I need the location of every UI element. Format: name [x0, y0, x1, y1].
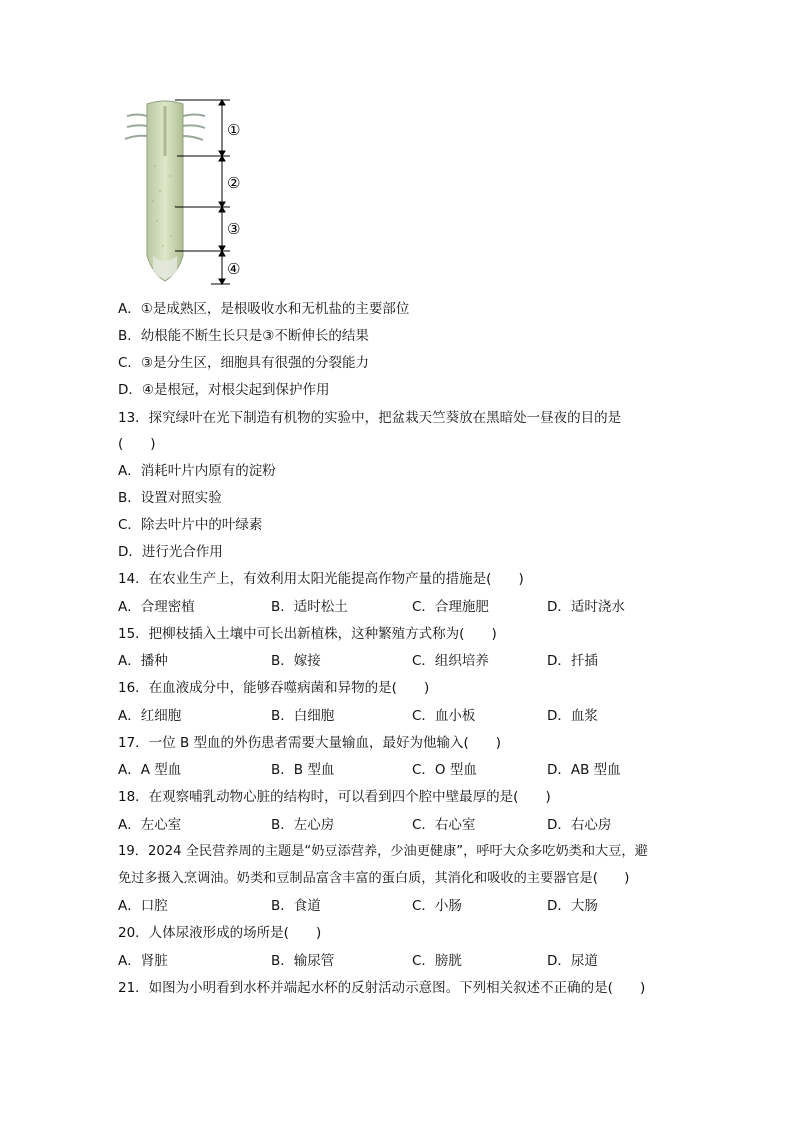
- q13-option-b: B．设置对照实验: [118, 490, 222, 506]
- q15-option-c: C．组织培养: [412, 653, 489, 669]
- q19-option-a: A．口腔: [118, 898, 168, 914]
- q16-option-c: C．血小板: [412, 708, 476, 724]
- q12-option-c: C．③是分生区，细胞具有很强的分裂能力: [118, 355, 370, 371]
- q17-option-b: B．B 型血: [271, 762, 335, 778]
- dimension-bars: [219, 100, 225, 284]
- q20-option-a: A．肾脏: [118, 953, 168, 969]
- q20-option-c: C．膀胱: [412, 953, 462, 969]
- q18-option-c: C．右心室: [412, 817, 476, 833]
- q12-option-d: D．④是根冠，对根尖起到保护作用: [118, 382, 330, 398]
- q17-option-a: A．A 型血: [118, 762, 182, 778]
- q14-option-c: C．合理施肥: [412, 599, 489, 615]
- q17-option-c: C．O 型血: [412, 762, 477, 778]
- q15-option-a: A．播种: [118, 653, 168, 669]
- q19-stem-line2: 免过多摄入烹调油。奶类和豆制品富含丰富的蛋白质，其消化和吸收的主要器官是( ): [118, 871, 630, 886]
- q16-stem: 16．在血液成分中，能够吞噬病菌和异物的是( ): [118, 680, 430, 696]
- q15-option-b: B．嫁接: [271, 653, 321, 669]
- q15-stem: 15．把柳枝插入土壤中可长出新植株，这种繁殖方式称为( ): [118, 626, 497, 642]
- q19-option-d: D．大肠: [547, 898, 598, 914]
- q17-option-d: D．AB 型血: [547, 762, 621, 778]
- q13-stem: 13．探究绿叶在光下制造有机物的实验中，把盆栽天竺葵放在黑暗处一昼夜的目的是: [118, 410, 622, 426]
- q14-option-d: D．适时浇水: [547, 599, 625, 615]
- zone-label-1: ①: [227, 121, 241, 139]
- zone-label-3: ③: [227, 220, 241, 238]
- q18-stem: 18．在观察哺乳动物心脏的结构时，可以看到四个腔中壁最厚的是( ): [118, 789, 551, 805]
- q18-option-b: B．左心房: [271, 817, 335, 833]
- q20-option-b: B．输尿管: [271, 953, 335, 969]
- q18-option-a: A．左心室: [118, 817, 182, 833]
- q15-option-d: D．扦插: [547, 653, 598, 669]
- root-tip-figure: [115, 96, 255, 286]
- q18-option-d: D．右心房: [547, 817, 612, 833]
- q13-option-d: D．进行光合作用: [118, 544, 223, 560]
- q17-stem: 17．一位 B 型血的外伤患者需要大量输血，最好为他输入( ): [118, 735, 502, 751]
- root-tip-diagram: [115, 96, 255, 286]
- q19-stem-line1: 19．2024 全民营养周的主题是“奶豆添营养，少油更健康”，呼吁大众多吃奶类和大豆，避: [118, 844, 648, 859]
- q20-option-d: D．尿道: [547, 953, 598, 969]
- q21-stem: 21．如图为小明看到水杯并端起水杯的反射活动示意图。下列相关叙述不正确的是( ): [118, 980, 646, 996]
- q19-option-c: C．小肠: [412, 898, 462, 914]
- q16-option-a: A．红细胞: [118, 708, 182, 724]
- q13-option-c: C．除去叶片中的叶绿素: [118, 517, 263, 533]
- q14-option-a: A．合理密植: [118, 599, 195, 615]
- q19-option-b: B．食道: [271, 898, 321, 914]
- q12-option-b: B．幼根能不断生长只是③不断伸长的结果: [118, 328, 369, 344]
- q13-option-a: A．消耗叶片内原有的淀粉: [118, 463, 276, 479]
- q20-stem: 20．人体尿液形成的场所是( ): [118, 925, 322, 941]
- q13-paren: ( ): [118, 436, 156, 452]
- q12-option-a: A．①是成熟区，是根吸收水和无机盐的主要部位: [118, 301, 410, 317]
- zone-label-2: ②: [227, 174, 241, 192]
- q16-option-b: B．白细胞: [271, 708, 335, 724]
- zone-label-4: ④: [227, 260, 241, 278]
- q14-stem: 14．在农业生产上，有效利用太阳光能提高作物产量的措施是( ): [118, 571, 524, 587]
- q14-option-b: B．适时松土: [271, 599, 348, 615]
- q16-option-d: D．血浆: [547, 708, 598, 724]
